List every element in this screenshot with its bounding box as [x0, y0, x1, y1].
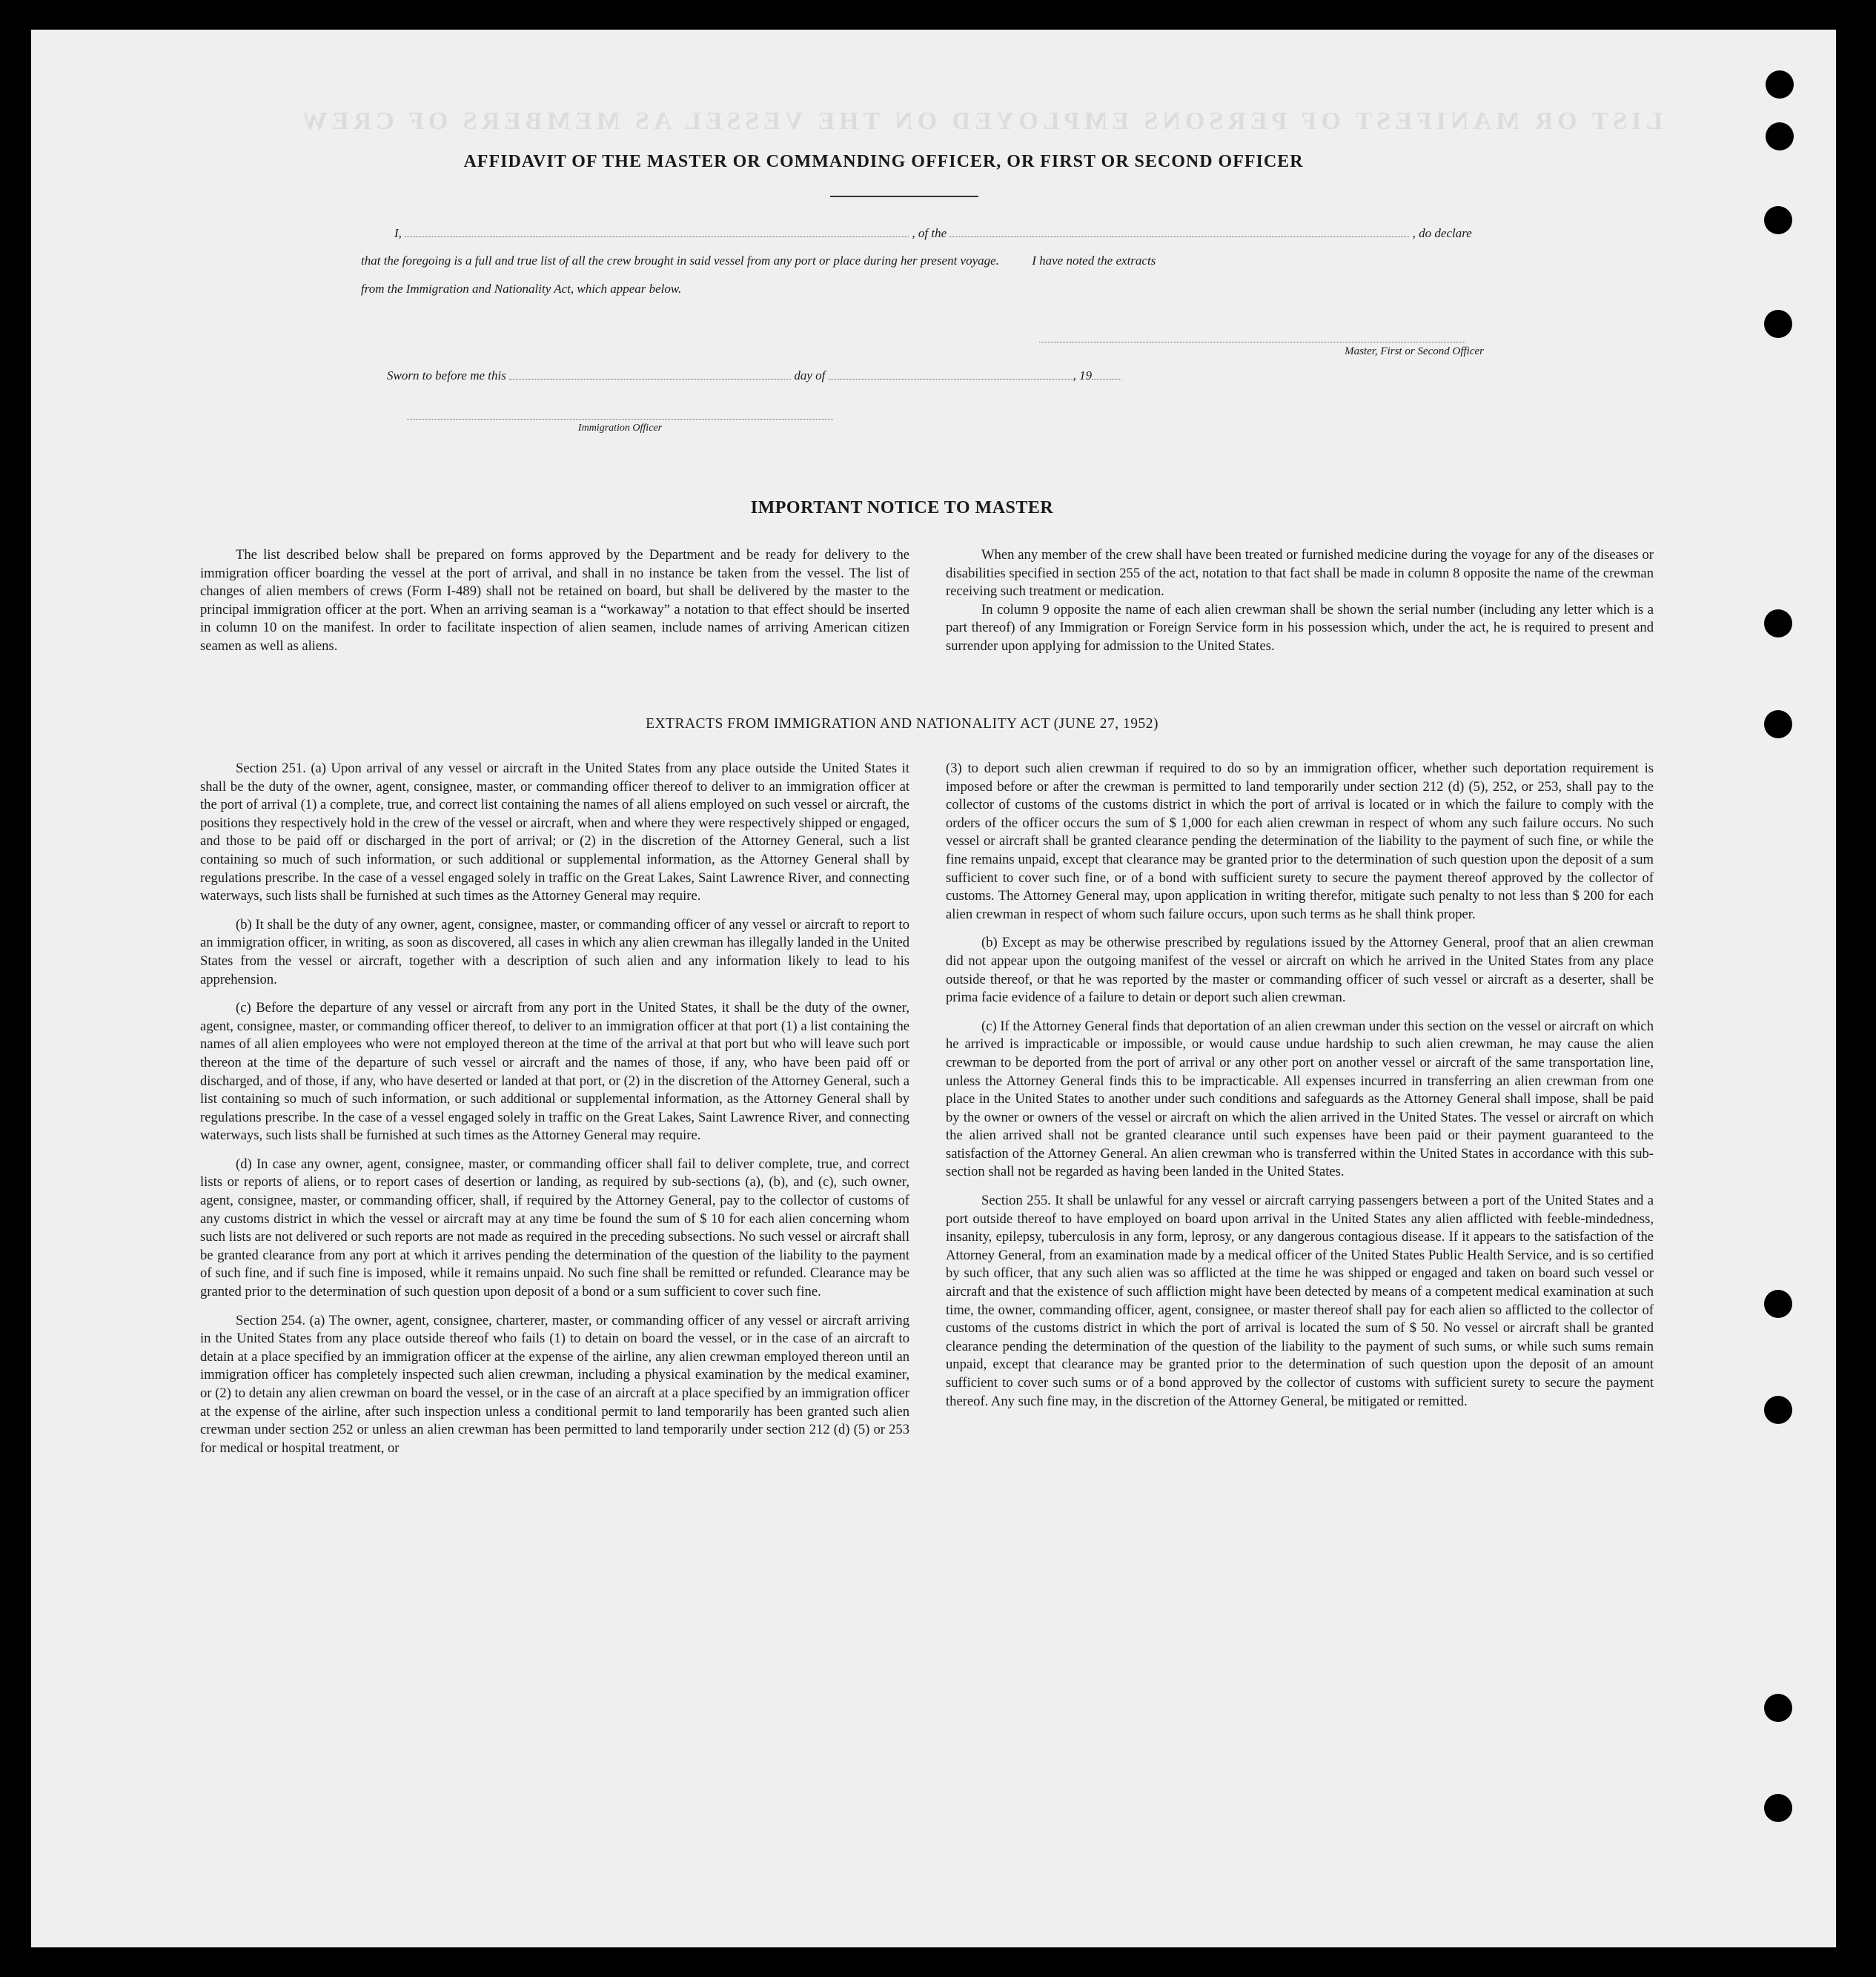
- declaration-line-2: [361, 254, 1532, 268]
- punch-hole: [1764, 206, 1792, 234]
- notice-right-paragraph-1: When any member of the crew shall have been treated or furnished medicine during the voyage for any of the diseases or disabilities specified in section 255 of the act, notation to that fact shall be made in column 8 opposite the name of the crewman receiving such treatment or medication.: [946, 547, 1654, 600]
- sworn-month-field[interactable]: [829, 379, 1073, 380]
- declare-label: , do declare: [1412, 226, 1472, 240]
- section-254c: (c) If the Attorney General finds that deportation of an alien crewman under this section on the vessel or aircraft on which he arrived is impracticable or impossible, or would cause undue hardship to such alien crewman, he may cause the alien crewman to be deported from the port of arrival or any other port on another vessel or aircraft of the same transportation line, unless the Attorney General finds this to be impracticable. All expenses incurred in transferring an alien crewman from one place in the United States to another under such conditions and safeguards as the Attorney General shall impose, shall be paid by the owner or owners of the vessel or aircraft on which the alien arrived in the United States. The vessel or aircraft on which the alien arrived shall not be granted clearance until such expenses have been paid or their payment guaranteed to the satisfaction of the Attorney General. An alien crewman who is transferred within the United States in accordance with this sub-section shall not be regarded as having been landed in the United States.: [946, 1018, 1654, 1180]
- section-251d: (d) In case any owner, agent, consignee, master, or commanding officer shall fail to deliver complete, true, and correct lists or reports of aliens, or to report cases of desertion or landing, as required by sub-sections (a), (b), and (c), such owner, agent, consignee, master, or commanding officer, shall, if required by the Attorney General, pay to the collector of customs of any customs district in which the vessel or aircraft may at any time be found the sum of $ 10 for each alien concerning whom such lists are not delivered or such reports are not made as required in the preceding subsections. No such vessel or aircraft shall be granted clearance from any port at which it arrives pending the determination of the question of the liability to the payment of such fine, and if such fine is imposed, while it remains unpaid. No such fine shall be remitted or refunded. Clearance may be granted prior to the determination of such question upon deposit of a bond or a sum sufficient to cover such fine.: [200, 1156, 909, 1300]
- punch-hole: [1764, 710, 1792, 738]
- vessel-name-field[interactable]: [949, 236, 1409, 237]
- document-page: [31, 30, 1836, 1947]
- bleed-through-text: LIST OR MANIFEST OF PERSONS EMPLOYED ON THE VESSEL AS MEMBERS OF CREW: [298, 107, 1663, 135]
- affidavit-title: AFFIDAVIT OF THE MASTER OR COMMANDING OFFICER, OR FIRST OR SECOND OFFICER: [463, 152, 1304, 171]
- master-caption: Master, First or Second Officer: [1345, 345, 1484, 357]
- declaration-line-3: from the Immigration and Nationality Act, which appear below.: [361, 282, 682, 296]
- declaration-text-extracts: I have noted the extracts: [1032, 254, 1156, 268]
- extracts-right-column: [946, 760, 1654, 1411]
- punch-hole: [1764, 1290, 1792, 1318]
- title-rule: [830, 196, 978, 197]
- punch-hole: [1764, 1794, 1792, 1822]
- section-251a: Section 251. (a) Upon arrival of any vessel or aircraft in the United States from any place outside the United States it shall be the duty of the owner, agent, consignee, master, or commanding officer thereof to deliver to an immigration officer at the port of arrival (1) a complete, true, and correct list containing the names of all aliens employed on such vessel or aircraft, the positions they respectively hold in the crew of the vessel or aircraft, when and where they were respectively shipped or engaged, and those to be paid off or discharged in the port of arrival; or (2) in the discretion of the Attorney General, such a list containing so much of such information, or such additional or supplemental information, as the Attorney General shall by regulations prescribe. In the case of a vessel engaged solely in traffic on the Great Lakes, Saint Lawrence River, and connecting waterways, such lists shall be furnished at such times as the Attorney General may require.: [200, 761, 909, 904]
- punch-hole: [1766, 122, 1794, 150]
- notice-title: IMPORTANT NOTICE TO MASTER: [750, 498, 1054, 517]
- notice-right-column: [946, 546, 1654, 656]
- immigration-officer-signature-line[interactable]: [407, 419, 833, 420]
- notice-left-column: [200, 546, 909, 656]
- sworn-label: Sworn to before me this: [387, 368, 506, 383]
- notice-left-paragraph: The list described below shall be prepared on forms approved by the Department and be ready for delivery to the immigration officer boarding the vessel at the port of arrival, and shall in no instance be taken from the vessel. The list of changes of alien members of crews (Form I-489) shall not be retained on board, but shall be delivered by the master to the principal immigration officer at the port. When an arriving seaman is a “workaway” a notation to that effect should be inserted in column 10 on the manifest. In order to facilitate inspection of alien seamen, include names of arriving American citizen seamen as well as aliens.: [200, 547, 909, 654]
- section-254a-continued: (3) to deport such alien crewman if required to do so by an immigration officer, whether such deportation requirement is imposed before or after the crewman is permitted to land temporarily under section 212 (d) (5), 252, or 253, shall pay to the collector of customs of the customs district in which the port of arrival is located or in which the failure to comply with the orders of the officer occurs the sum of $ 1,000 for each alien crewman in respect of whom any such failure occurs. No such vessel or aircraft shall be granted clearance pending the determination of the liability to the payment of such fine, or while the fine remains unpaid, except that clearance may be granted prior to the determination of such question upon the deposit of a sum sufficient to cover such fine, or of a bond with sufficient surety to secure the payment thereof approved by the collector of customs. The Attorney General may, upon application in writing therefor, mitigate such penalty to not less than $ 200 for each alien crewman in respect of whom such failure occurs, upon such terms as he shall think proper.: [946, 761, 1654, 922]
- punch-hole: [1766, 70, 1794, 99]
- punch-hole: [1764, 1694, 1792, 1722]
- vessel-label: , of the: [912, 226, 947, 240]
- sworn-day-field[interactable]: [509, 379, 791, 380]
- punch-hole: [1764, 1396, 1792, 1424]
- declaration-line-1: [361, 226, 1517, 241]
- extracts-title: EXTRACTS FROM IMMIGRATION AND NATIONALITY ACT (JUNE 27, 1952): [646, 716, 1159, 732]
- section-255: Section 255. It shall be unlawful for any vessel or aircraft carrying passengers between a port of the United States and a port outside thereof to have employed on board upon arrival in the United States any alien afflicted with feeble-mindedness, insanity, epilepsy, tuberculosis in any form, leprosy, or any dangerous contagious disease. If it appears to the satisfaction of the Attorney General, from an examination made by a medical officer of the United States Public Health Service, and is so certified by such officer, that any such alien was so afflicted at the time he was shipped or engaged and taken on board such vessel or aircraft and that the existence of such affliction might have been detected by means of a competent medical examination at such time, the owner, commanding officer, agent, consignee, or master thereof shall pay for each alien so afflicted to the collector of customs of the customs district in which the port of arrival is located the sum of $ 50. No vessel or aircraft shall be granted clearance pending the determination of the question of the liability to the payment of such sums, or while such sums remain unpaid, except that clearance may be granted prior to the determination of such question upon the deposit of an amount sufficient to cover such sums or of a bond approved by the collector of customs with sufficient surety to secure the payment thereof. Any such fine may, in the discretion of the Attorney General, be mitigated or remitted.: [946, 1193, 1654, 1409]
- sworn-line: [387, 368, 1121, 383]
- day-of-label: day of: [794, 368, 826, 383]
- extracts-left-column: [200, 760, 909, 1457]
- punch-hole: [1764, 609, 1792, 638]
- sworn-year-field[interactable]: [1092, 379, 1121, 380]
- declaration-text: that the foregoing is a full and true list of all the crew brought in said vessel from any port or place during her present voyage.: [361, 254, 999, 268]
- section-254b: (b) Except as may be otherwise prescribed by regulations issued by the Attorney General, proof that an alien crewman did not appear upon the outgoing manifest of the vessel or aircraft on which he arrived in the United States from any place outside thereof, or that he was reported by the master or commanding officer of such vessel or aircraft as a deserter, shall be prima facie evidence of a failure to detain or deport such alien crewman.: [946, 935, 1654, 1006]
- punch-hole: [1764, 310, 1792, 338]
- section-251c: (c) Before the departure of any vessel or aircraft from any port in the United States, it shall be the duty of the owner, agent, consignee, master, or commanding officer thereof, to deliver to an immigration officer at that port (1) a list containing the names of all alien employees who were not employed thereon at the time of the arrival at that port but who will leave such port thereon at the time of the departure of such vessel or aircraft and the names of those, if any, who have been paid off or discharged, and of those, if any, who have deserted or landed at that port, or (2) in the discretion of the Attorney General, such a list containing so much of such information, or such additional or supplemental information, as the Attorney General shall by regulations prescribe. In the case of a vessel engaged solely in traffic on the Great Lakes, Saint Lawrence River, and connecting waterways, such lists shall be furnished at such times as the Attorney General may require.: [200, 1000, 909, 1144]
- section-251b: (b) It shall be the duty of any owner, agent, consignee, master, or commanding officer of any vessel or aircraft to report to an immigration officer, in writing, as soon as discovered, all cases in which any alien crewman has illegally landed in the United States from the vessel or aircraft, together with a description of such alien and any information likely to lead to his apprehension.: [200, 916, 909, 987]
- immigration-officer-caption: Immigration Officer: [577, 423, 663, 434]
- notice-right-paragraph-2: In column 9 opposite the name of each alien crewman shall be shown the serial number (including any letter which is a part thereof) of any Immigration or Foreign Service form in his possession which, under the act, he is required to present and surrender upon applying for admission to the United States.: [946, 601, 1654, 654]
- year-label: , 19: [1073, 368, 1093, 383]
- declarant-label: I,: [394, 226, 402, 240]
- section-254a: Section 254. (a) The owner, agent, consignee, charterer, master, or commanding officer of any vessel or aircraft arriving in the United States from any place outside thereof who fails (1) to detain on board the vessel, or in the case of an aircraft to detain at a place specified by an immigration officer at the expense of the airline, any alien crewman employed thereon until an immigration officer has completely inspected such alien crewman, including a physical examination by the medical examiner, or (2) to detain any alien crewman on board the vessel, or in the case of an aircraft at a place specified by an immigration officer at the expense of the airline, after such inspection unless a conditional permit to land temporarily has been granted such alien crewman under section 252 or unless an alien crewman has been permitted to land temporarily under section 212 (d) (5) or 253 for medical or hospital treatment, or: [200, 1312, 909, 1456]
- declarant-name-field[interactable]: [405, 236, 909, 237]
